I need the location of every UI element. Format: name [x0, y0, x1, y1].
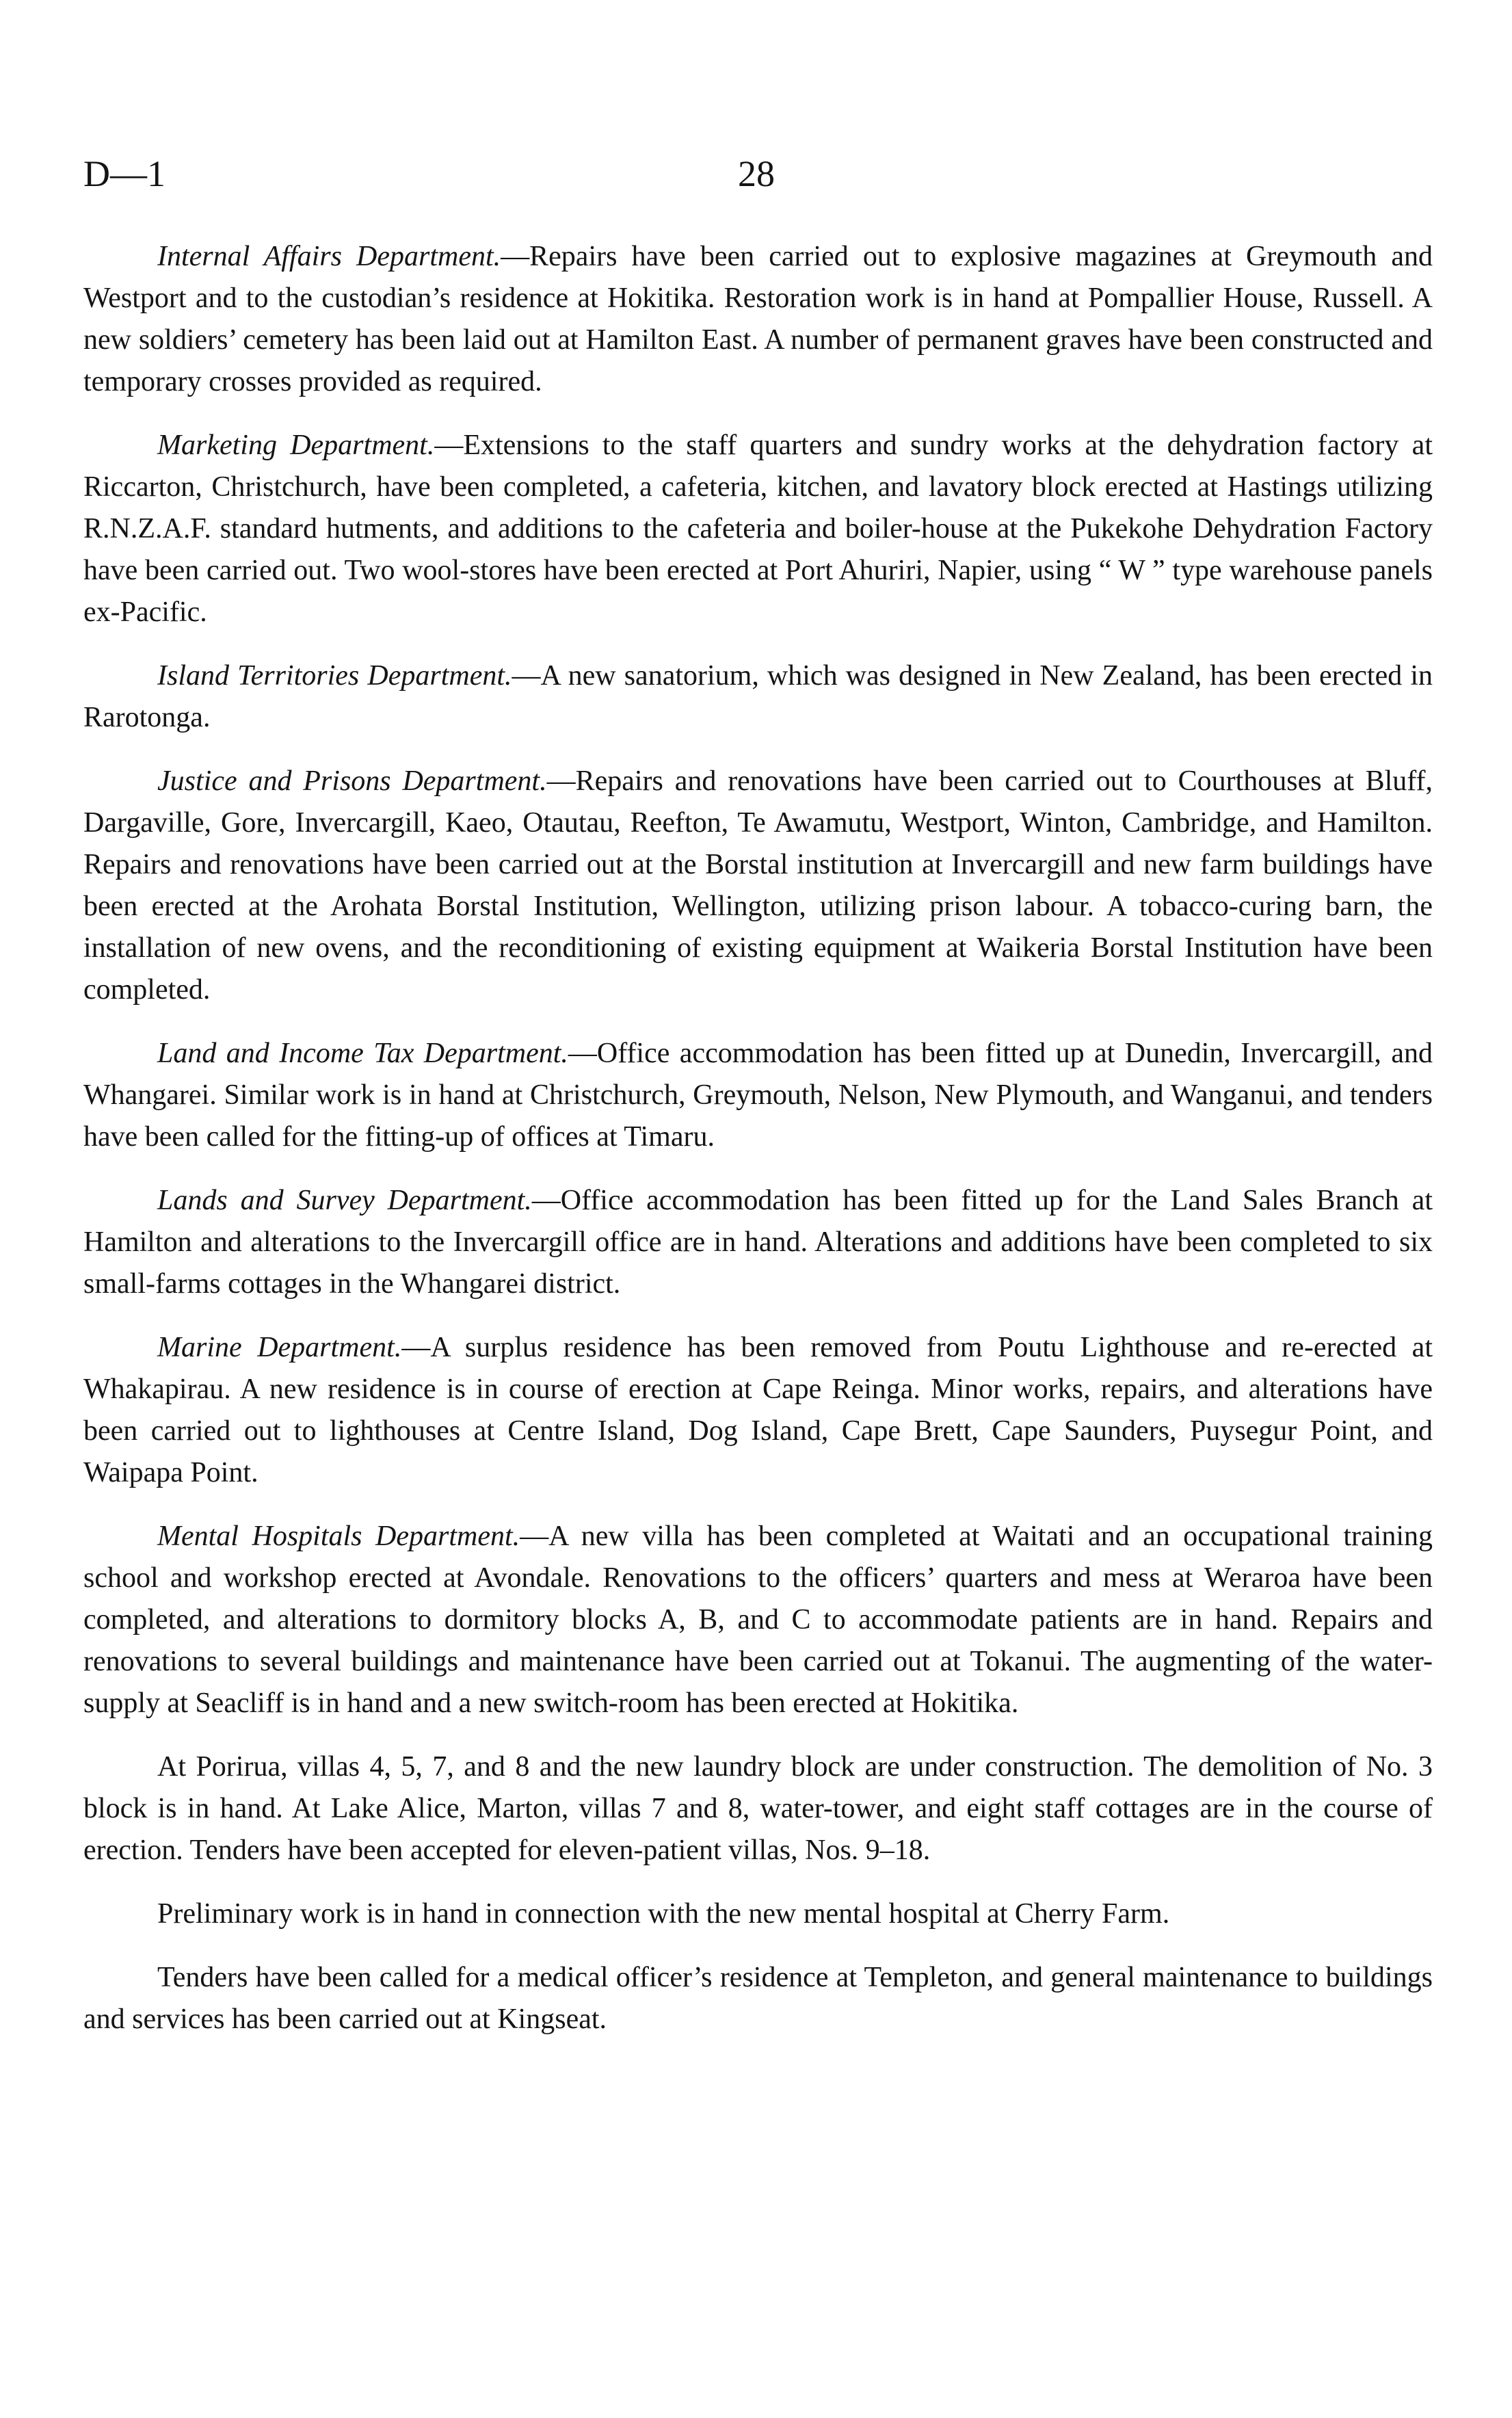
body-text	[83, 236, 1433, 2062]
page-number: 28	[738, 153, 775, 194]
paragraph-text: —A new sanatorium, which was designed in New Zealand, has been erected in Rarotonga.	[83, 660, 1433, 733]
paragraph-text: Tenders have been called for a medical officer’s residence at Templeton, and general maintenance to buildings and services has been carried out at Kingseat.	[83, 1962, 1433, 2035]
department-heading: Island Territories Department.	[157, 660, 512, 692]
paragraph-land-income-tax	[83, 1033, 1433, 1158]
paragraph-island-territories	[83, 655, 1433, 739]
paragraph-templeton	[83, 1957, 1433, 2040]
paragraph-text: —Repairs and renovations have been carried out to Courthouses at Bluff, Dargaville, Gore, Invercargill, Kaeo, Otautau, Reefton, Te Awamutu, Westport, Winton, Cambridge, and Hamilton. Repairs and renovations have been carried out at the Borstal institution at Invercargill and new farm buildings have been erected at the Arohata Borstal Institution, Wellington, utilizing prison labour. A tobacco-curing barn, the installation of new ovens, and the reconditioning of existing equipment at Waikeria Borstal Institution have been completed.	[83, 765, 1433, 1006]
department-heading: Marine Department.	[157, 1332, 402, 1363]
department-heading: Land and Income Tax Department.	[157, 1038, 568, 1069]
paragraph-marine	[83, 1327, 1433, 1494]
paragraph-porirua	[83, 1746, 1433, 1871]
paragraph-text: —A new villa has been completed at Waitati and an occupational training school and workshop erected at Avondale. Renovations to the officers’ quarters and mess at Weraroa have been completed, and alterations to dormitory blocks A, B, and C to accommodate patients are in hand. Repairs and renovations to several buildings and maintenance have been carried out at Tokanui. The augmenting of the water-supply at Seacliff is in hand and a new switch-room has been erected at Hokitika.	[83, 1521, 1433, 1719]
department-heading: Marketing Department.	[157, 430, 435, 461]
department-heading: Lands and Survey Department.	[157, 1185, 532, 1216]
paragraph-text: —Extensions to the staff quarters and sundry works at the dehydration factory at Riccarton, Christchurch, have been completed, a cafeteria, kitchen, and lavatory block erected at Hastings utilizing R.N.Z.A.F. standard hutments, and additions to the cafeteria and boiler-house at the Pukekohe Dehydration Factory have been carried out. Two wool-stores have been erected at Port Ahuriri, Napier, using “ W ” type warehouse panels ex-Pacific.	[83, 430, 1433, 628]
paragraph-text: —Office accommodation has been fitted up for the Land Sales Branch at Hamilton and alterations to the Invercargill office are in hand. Alterations and additions have been completed to six small-farms cottages in the Whangarei district.	[83, 1185, 1433, 1300]
paragraph-text: Preliminary work is in hand in connection with the new mental hospital at Cherry Farm.	[157, 1898, 1170, 1930]
paragraph-lands-survey	[83, 1180, 1433, 1305]
paragraph-marketing	[83, 425, 1433, 633]
department-heading: Justice and Prisons Department.	[157, 765, 547, 797]
paragraph-text: —Repairs have been carried out to explosive magazines at Greymouth and Westport and to the custodian’s residence at Hokitika. Restoration work is in hand at Pompallier House, Russell. A new soldiers’ cemetery has been laid out at Hamilton East. A number of permanent graves have been constructed and temporary crosses provided as required.	[83, 241, 1433, 397]
department-heading: Internal Affairs Department.	[157, 241, 501, 272]
paragraph-cherry-farm	[83, 1893, 1433, 1935]
paragraph-text: —Office accommodation has been fitted up at Dunedin, Invercargill, and Whangarei. Similar work is in hand at Christchurch, Greymouth, Nelson, New Plymouth, and Wanganui, and tenders have been called for the fitting-up of offices at Timaru.	[83, 1038, 1433, 1153]
paragraph-text: At Porirua, villas 4, 5, 7, and 8 and the new laundry block are under construction. The demolition of No. 3 block is in hand. At Lake Alice, Marton, villas 7 and 8, water-tower, and eight staff cottages are in the course of erection. Tenders have been accepted for eleven-patient villas, Nos. 9–18.	[83, 1751, 1433, 1866]
department-heading: Mental Hospitals Department.	[157, 1521, 520, 1552]
paragraph-mental-hospitals	[83, 1516, 1433, 1724]
paragraph-text: —A surplus residence has been removed from Poutu Lighthouse and re-erected at Whakapirau. A new residence is in course of erection at Cape Reinga. Minor works, repairs, and alterations have been carried out to lighthouses at Centre Island, Dog Island, Cape Brett, Cape Saunders, Puysegur Point, and Waipapa Point.	[83, 1332, 1433, 1488]
paragraph-internal-affairs	[83, 236, 1433, 403]
paragraph-justice-prisons	[83, 761, 1433, 1011]
document-reference: D—1	[83, 153, 165, 194]
